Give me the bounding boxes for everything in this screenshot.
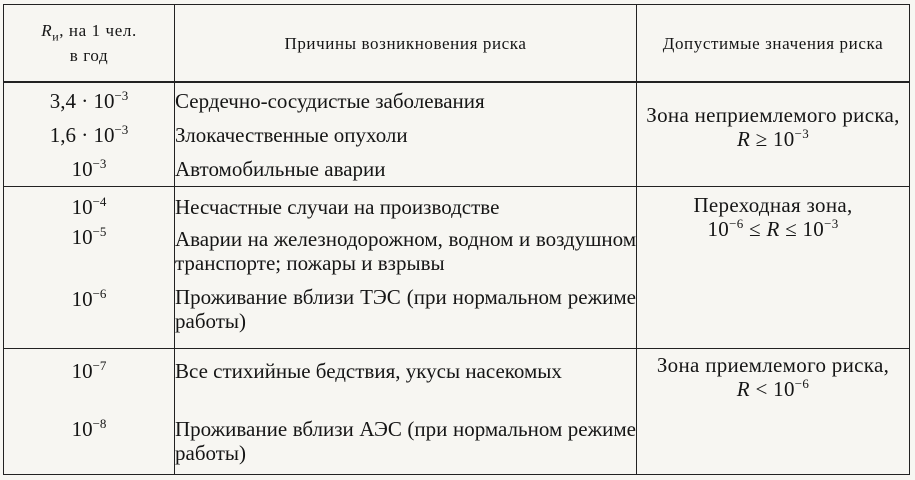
- value-exponent: −7: [92, 357, 107, 373]
- zone-r-symbol: R: [736, 376, 750, 401]
- value-mantissa: 10: [71, 157, 93, 181]
- value-mantissa: 3,4 · 10: [49, 89, 115, 113]
- risk-value: [4, 359, 174, 417]
- cause-item: Аварии на железнодорожном, водном и воздушном транспорте; пожары и взрывы: [175, 226, 636, 275]
- value-exponent: −4: [92, 193, 107, 209]
- risk-value: [4, 89, 174, 123]
- risk-causes-cell: [175, 82, 637, 186]
- risk-values-cell: [4, 82, 175, 186]
- zone-cell: [637, 82, 910, 186]
- zone-formula-exp: −3: [794, 126, 810, 142]
- value-mantissa: 10: [71, 416, 93, 441]
- risk-value: [4, 417, 174, 441]
- cause-item: Автомобильные аварии: [175, 157, 386, 181]
- risk-table: [3, 4, 910, 475]
- value-exponent: −3: [114, 122, 129, 138]
- value-exponent: −3: [92, 156, 107, 172]
- cause-item: Несчастные случаи на производстве: [175, 194, 500, 219]
- cause-item: Все стихийные бедствия, укусы насекомых: [175, 358, 562, 383]
- value-mantissa: 10: [71, 286, 93, 311]
- table-row-group-3: [4, 348, 910, 474]
- risk-value: [4, 157, 174, 181]
- cause-item: Сердечно-сосудистые заболевания: [175, 89, 485, 113]
- zone-cell: [637, 348, 910, 474]
- table-row-group-2: [4, 186, 910, 348]
- table-row-group-1: [4, 82, 910, 186]
- zone-formula-op: ≤ 10: [779, 216, 825, 241]
- zone-formula: [637, 127, 909, 151]
- value-mantissa: 1,6 · 10: [49, 123, 115, 147]
- header-risk-value: [4, 5, 175, 83]
- zone-formula-mid: ≤: [743, 216, 767, 241]
- risk-value: [4, 287, 174, 311]
- zone-formula-op: ≥ 10: [750, 127, 795, 151]
- header-permissible-values: [637, 5, 910, 83]
- risk-causes-cell: [175, 186, 637, 348]
- cause-item: Злокачественные опухоли: [175, 123, 408, 147]
- value-mantissa: 10: [71, 194, 93, 219]
- risk-causes-cell: [175, 348, 637, 474]
- value-exponent: −8: [92, 415, 107, 431]
- zone-formula-lower: 10: [707, 216, 730, 241]
- risk-value: [4, 225, 174, 287]
- table-header-row: [4, 5, 910, 83]
- zone-formula: [637, 217, 909, 241]
- header-col3-text: Допустимые значения риска: [662, 33, 884, 53]
- header-col2-text: Причины возникновения риска: [284, 33, 527, 53]
- value-exponent: −6: [92, 285, 107, 301]
- zone-cell: [637, 186, 910, 348]
- zone-title: Переходная зона,: [693, 192, 853, 217]
- header-r-subscript: и: [52, 29, 60, 44]
- cause-item: Проживание вблизи АЭС (при нормальном режиме работы): [175, 416, 636, 465]
- zone-title: Зона неприемлемого риска,: [646, 103, 900, 127]
- zone-r-symbol: R: [766, 216, 780, 241]
- zone-title: Зона приемлемого риска,: [656, 352, 890, 377]
- value-exponent: −3: [114, 88, 129, 104]
- zone-formula: [637, 377, 909, 401]
- cause-item: Проживание вблизи ТЭС (при нормальном режиме работы): [175, 284, 636, 333]
- zone-formula-lower-exp: −6: [729, 215, 744, 231]
- zone-formula-exp: −3: [824, 215, 839, 231]
- value-mantissa: 10: [71, 224, 93, 249]
- header-col1-rest: , на 1 чел.: [59, 20, 137, 40]
- header-r-symbol: R: [41, 20, 53, 40]
- zone-formula-exp: −6: [794, 375, 810, 391]
- zone-formula-op: < 10: [749, 376, 795, 401]
- value-exponent: −5: [92, 223, 107, 239]
- risk-values-cell: [4, 186, 175, 348]
- header-risk-causes: [175, 5, 637, 83]
- value-mantissa: 10: [71, 358, 93, 383]
- zone-r-symbol: R: [736, 127, 751, 151]
- header-col1-line2: в год: [69, 46, 109, 66]
- risk-values-cell: [4, 348, 175, 474]
- risk-value: [4, 195, 174, 225]
- risk-value: [4, 123, 174, 157]
